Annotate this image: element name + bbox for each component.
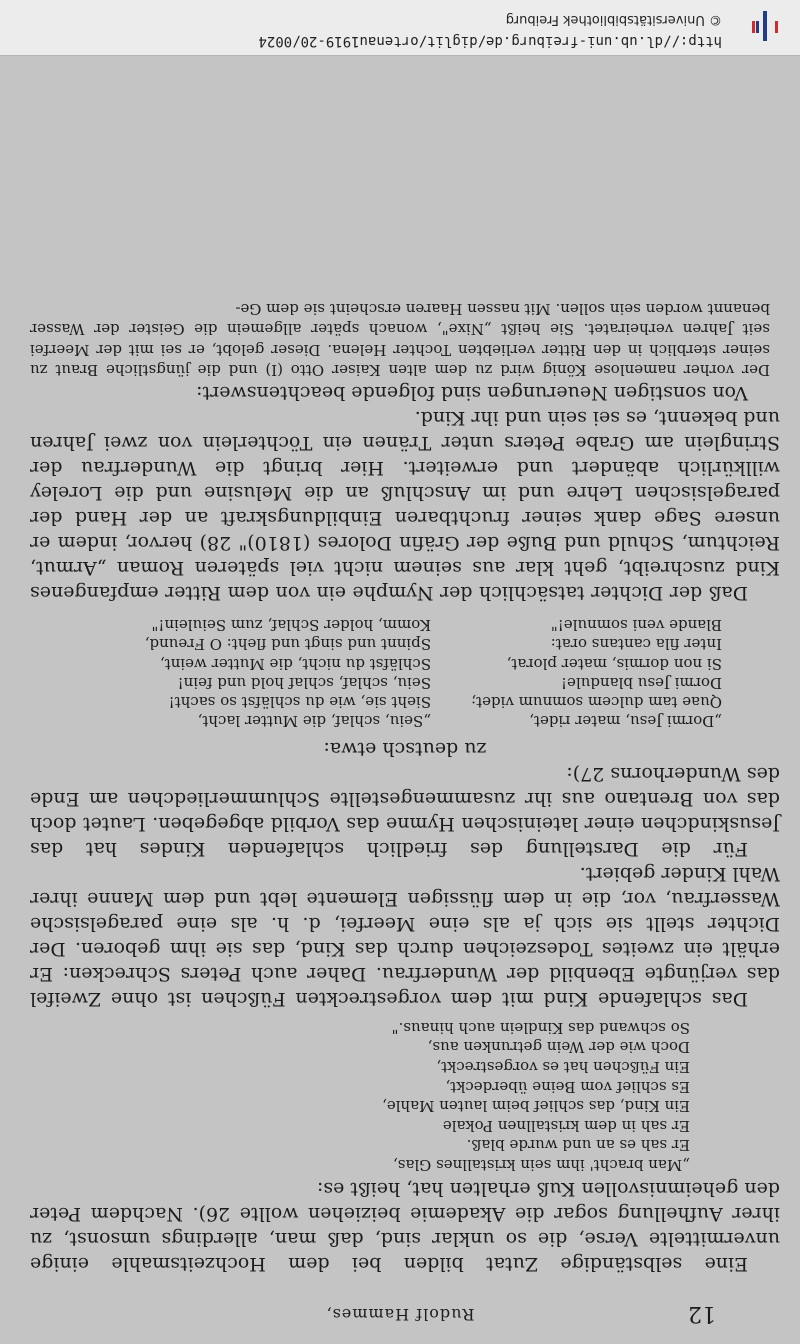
footnote: Der vorher namenlose König wird zu dem alten Kaiser Otto (I) und die jüngstliche Braut zu seiner sterblich in den Ritter verliebten Tochter Helena. Dieser gelobt, er sei mit der Meerfei seit Jahren verheiratet. Sie heißt „Nixe", wonach später allgemein die Geister der Wasser benannt worden sein sollen. Mit nassen Haaren erscheint sie dem Ge- (30, 299, 770, 380)
german-column (145, 615, 431, 730)
running-header (0, 1286, 800, 1326)
university-logo-icon (744, 7, 784, 47)
german-line: Seiu, schlaf, schlaf hold und fein! (177, 673, 432, 692)
german-line: „Seiu, schlaf, die Mutter lacht, (197, 712, 432, 731)
latin-line: Quae tam dulcem somnum videt; (471, 693, 722, 712)
document-url-link[interactable]: http://dl.ub.uni-freiburg.de/diglit/ortenau1919-20/0024 (258, 33, 722, 49)
latin-line: Dormi Jesu blandule! (560, 673, 722, 692)
latin-line: „Dormi Jesu, mater ridet, (529, 712, 722, 731)
german-line: Spinnt und singt und fleht: O Freund, (144, 635, 432, 654)
viewer-header (0, 0, 800, 56)
verse-line: „Man bracht' ihm sein kristallnes Glas, (393, 1156, 690, 1174)
german-line: Komm, holder Schlaf, zum Seiulein!" (151, 616, 432, 635)
paragraph-4: Daß der Dichter tatsächlich der Nymphe ein von dem Ritter empfangenes Kind zuschreibt, geht klar aus seinem nicht viel späteren Roman „Armut, Reichtum, Schuld und Buße der Gräfin Dolores (1810)" 28) hervor, indem er unsere Sage dank seiner fruchtbaren Einbildungskraft an der Hand der paragelsischen Lehre und im Anschluß an die Melusine und die Loreley willkürlich abändert und erweitert. Hier bringt die Wunderfrau der Stringlein am Grabe Peters unter Tränen ein Töchterlein von zwei Jahren und bekennt, es sei sein und ihr Kind. (30, 407, 780, 605)
verse-line: Es schlief vom Beine überdeckt, (445, 1077, 690, 1096)
page-number: 12 (688, 1301, 716, 1326)
verse-block (30, 1017, 690, 1174)
paragraph-1: Eine selbständige Zutat bilden bei dem Hochzeitsmahle einige unvermittelte Verse, die so unklar sind, daß man, allerdings umsonst, zu ihrer Aufhellung sogar die Akademie beiziehen wollte 26). Nachdem Peter den geheimnisvollen Kuß erhalten hat, heißt es: (30, 1178, 780, 1275)
running-head-title: Rudolf Hammes, (325, 1305, 475, 1324)
verse-line: So schwand das Kindlein auch hinaus." (391, 1018, 690, 1037)
german-line: Schläfst du nicht, die Mutter weint, (159, 654, 432, 673)
paragraph-5: Von sonstigen Neuerungen sind folgende beachtenswert: (196, 382, 748, 405)
book-page (0, 56, 800, 1344)
verse-line: Ein Füßchen hat es vorgestreckt, (436, 1058, 690, 1077)
copyright-notice: © Universitätsbibliothek Freiburg (505, 12, 722, 27)
latin-line: Si non dormis, mater plorat, (506, 654, 722, 673)
verse-line: Er sah es an und wurde blaß. (466, 1136, 690, 1155)
paragraph-3: Für die Darstellung des friedlich schlafenden Kindes hat das Jesuskindchen einer lateinischen Hymne das Vorbild abgegeben. Lautet doch das von Brentano aus ihr zusammengestellte Schlummerliedchen am Ende des Wunderhorns 27): (30, 763, 780, 861)
page-body (30, 298, 780, 1276)
german-line: Sieht sie, wie du schläfst so sacht! (168, 693, 432, 712)
latin-column (471, 615, 722, 730)
verse-line: Doch wie der Wein getrunken aus, (427, 1038, 690, 1057)
paragraph-2: Das schlafende Kind mit dem vorgestreckten Füßchen ist ohne Zweifel das verjüngte Ebenbild der Wunderfrau. Daher auch Peters Schrecken: Er erhält ein zweites Todeszeichen durch das Kind, das sie ihm geboren. Der Dichter stellt sie sich ja als eine Meerfei, d. h. als eine paragelsische Wasserfrau, vor, die in dem flüssigen Elemente lebt und dem Manne ihrer Wahl Kinder gebiert. (30, 863, 780, 1011)
verse-line: Ein Kind, das schlief beim lauten Mahle, (382, 1097, 690, 1116)
latin-line: Inter fila cantans orat: (550, 635, 722, 654)
hymn-parallel (30, 615, 722, 730)
verse-line: Er sah in dem kristallnen Pokale (442, 1116, 690, 1135)
latin-line: Blande veni somnule!" (550, 616, 722, 635)
section-caption: zu deutsch etwa: (323, 738, 487, 761)
